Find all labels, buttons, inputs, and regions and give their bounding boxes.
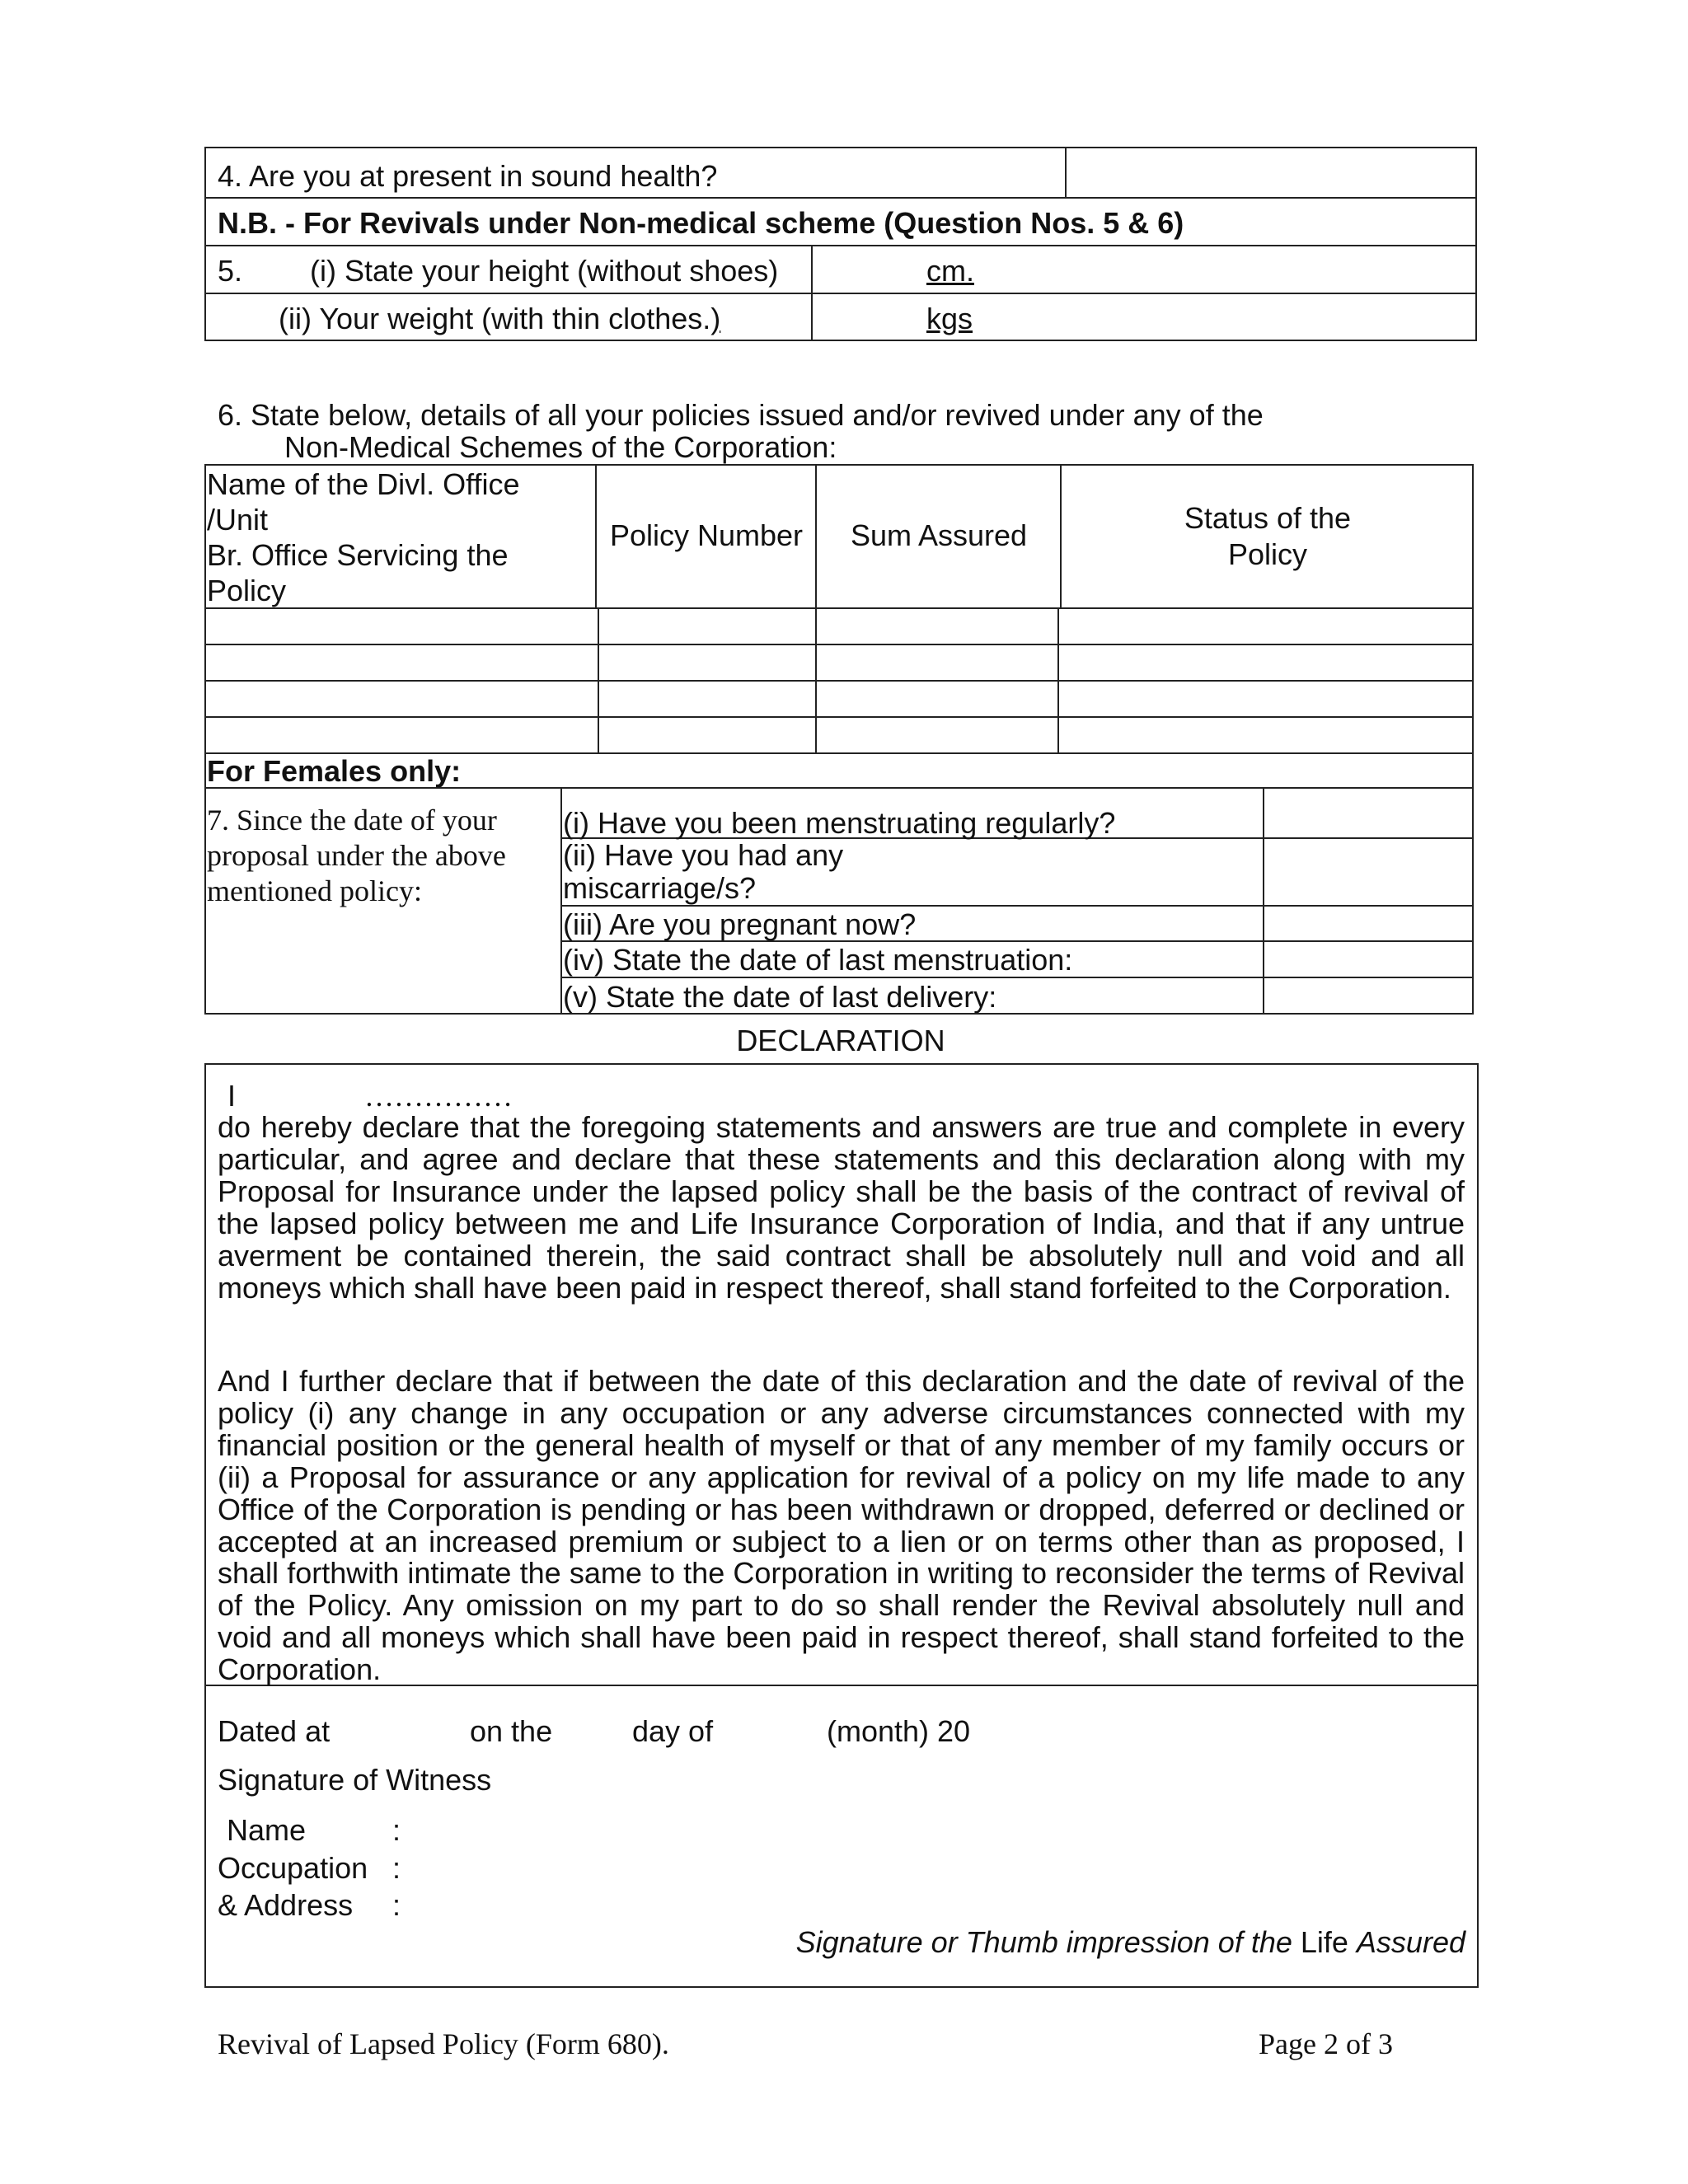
col-divider	[1263, 787, 1264, 1015]
policy-row-4[interactable]	[208, 719, 1470, 752]
female-answer-v[interactable]	[1266, 979, 1470, 1013]
row-divider	[204, 293, 1477, 294]
header-office-line2: /Unit	[207, 503, 269, 537]
witness-name-colon: :	[392, 1813, 401, 1847]
row-divider	[204, 680, 1474, 682]
females-title: For Females only:	[207, 754, 462, 788]
declaration-paragraph-1: do hereby declare that the foregoing statements and answers are true and complete in every particular, and agree and declare that these statements and this declaration along with my Proposal for Insurance under the lapsed policy shall be the basis of the contract of revival of the lapsed policy between me and Life Insurance Corporation of India, and that if any untrue averment be contained therein, the said contract shall be absolutely null and void and all moneys which shall have been paid in respect thereof, shall stand forfeited to the Corporation.	[218, 1110, 1465, 1305]
declaration-title: DECLARATION	[736, 1024, 945, 1057]
dated-at-label: Dated at	[218, 1714, 331, 1748]
female-answer-i[interactable]	[1266, 790, 1470, 837]
col-divider	[811, 245, 813, 341]
female-answer-ii[interactable]	[1266, 840, 1470, 904]
sig-text-1: Signature or Thumb impression	[795, 1925, 1210, 1959]
sig-text-2: of the	[1209, 1925, 1301, 1959]
header-status-line2: Policy	[1227, 537, 1308, 571]
header-office-line4: Policy	[207, 574, 287, 607]
height-field[interactable]	[814, 247, 1474, 292]
day-of-label: day of	[632, 1714, 714, 1748]
row-divider	[204, 607, 1474, 609]
question-7-line1: 7. Since the date of your	[207, 804, 497, 837]
female-answer-iv[interactable]	[1266, 943, 1470, 976]
policy-row-2[interactable]	[208, 646, 1470, 679]
declaration-i: I	[227, 1079, 237, 1113]
weight-unit: kgs	[926, 302, 973, 335]
col-divider	[560, 787, 562, 1015]
witness-name-label: Name	[227, 1813, 307, 1847]
female-item-v: (v) State the date of last delivery:	[563, 980, 997, 1014]
female-answer-iii[interactable]	[1266, 907, 1470, 940]
witness-occupation-label: Occupation	[218, 1851, 368, 1885]
height-unit: cm.	[926, 254, 974, 288]
weight-label	[279, 302, 720, 335]
height-label: (i) State your height (without shoes)	[310, 254, 779, 288]
declaration-paragraph-2: And I further declare that if between the date of this declaration and the date of revival of the policy (i) any change in any occupation or any adverse circumstances connected with my financial position or the general health of myself or that of any member of my family occurs or (ii) a Proposal for assurance or any application for revival of a policy on my life made to any Office of the Corporation is pending or has been withdrawn or dropped, deferred or declined or accepted at an increased premium or subject to a lien or on terms other than as proposed, I shall forthwith intimate the same to the Corporation in writing to reconsider the terms of Revival of the Policy. Any omission on my part to do so shall render the Revival absolutely null and void and all moneys which shall have been paid in respect thereof, shall stand forfeited to the Corporation.	[218, 1364, 1465, 1687]
month-label: (month) 20	[827, 1714, 971, 1748]
footer-page-number: Page 2 of 3	[1259, 2027, 1393, 2060]
row-divider	[204, 716, 1474, 718]
female-item-ii-line1: (ii) Have you had any	[563, 838, 844, 872]
header-policy-number: Policy Number	[609, 518, 804, 552]
assured-signature-label	[796, 1926, 1465, 1959]
witness-signature-label: Signature of Witness	[218, 1763, 492, 1797]
witness-occupation-colon: :	[392, 1851, 401, 1885]
header-office-line1: Name of the Divl. Office	[207, 467, 520, 501]
col-divider	[1065, 147, 1067, 198]
header-status-line1: Status of the	[1184, 501, 1352, 535]
row-divider	[204, 245, 1477, 246]
nb-note: N.B. - For Revivals under Non-medical scheme (Question Nos. 5 & 6)	[218, 206, 1184, 240]
female-item-iii: (iii) Are you pregnant now?	[563, 907, 917, 941]
question-5-number: 5.	[218, 254, 243, 288]
female-item-i: (i) Have you been menstruating regularly?	[563, 806, 1116, 840]
sig-text-4: Assured	[1356, 1925, 1465, 1959]
policy-row-3[interactable]	[208, 682, 1470, 715]
policy-row-1[interactable]	[208, 610, 1470, 643]
weight-label-text: (ii) Your weight (with thin clothes.	[279, 302, 711, 335]
question-4-label: 4. Are you at present in sound health?	[218, 159, 718, 193]
row-divider	[204, 644, 1474, 645]
weight-label-bracket: )	[710, 302, 721, 335]
question-6-line1: 6. State below, details of all your policies issued and/or revived under any of the	[218, 398, 1264, 432]
footer-form-name: Revival of Lapsed Policy (Form 680).	[218, 2027, 669, 2060]
on-the-label: on the	[470, 1714, 553, 1748]
question-7-line3: mentioned policy:	[207, 874, 422, 907]
header-office-line3: Br. Office Servicing the	[207, 538, 509, 572]
row-divider	[560, 905, 1474, 907]
witness-address-label: & Address	[218, 1888, 354, 1922]
weight-field[interactable]	[814, 295, 1474, 340]
header-sum-assured: Sum Assured	[850, 518, 1028, 552]
question-7-line2: proposal under the above	[207, 839, 506, 872]
declaration-name-dots: ……………	[364, 1080, 513, 1113]
question-6-line2: Non-Medical Schemes of the Corporation:	[284, 430, 837, 464]
row-divider	[204, 197, 1477, 199]
row-divider	[560, 977, 1474, 978]
female-item-iv: (iv) State the date of last menstruation:	[563, 943, 1073, 977]
question-4-answer-field[interactable]	[1068, 150, 1474, 196]
sig-text-3: Life	[1300, 1925, 1357, 1959]
witness-address-colon: :	[392, 1888, 401, 1922]
female-item-ii-line2: miscarriage/s?	[563, 871, 757, 905]
